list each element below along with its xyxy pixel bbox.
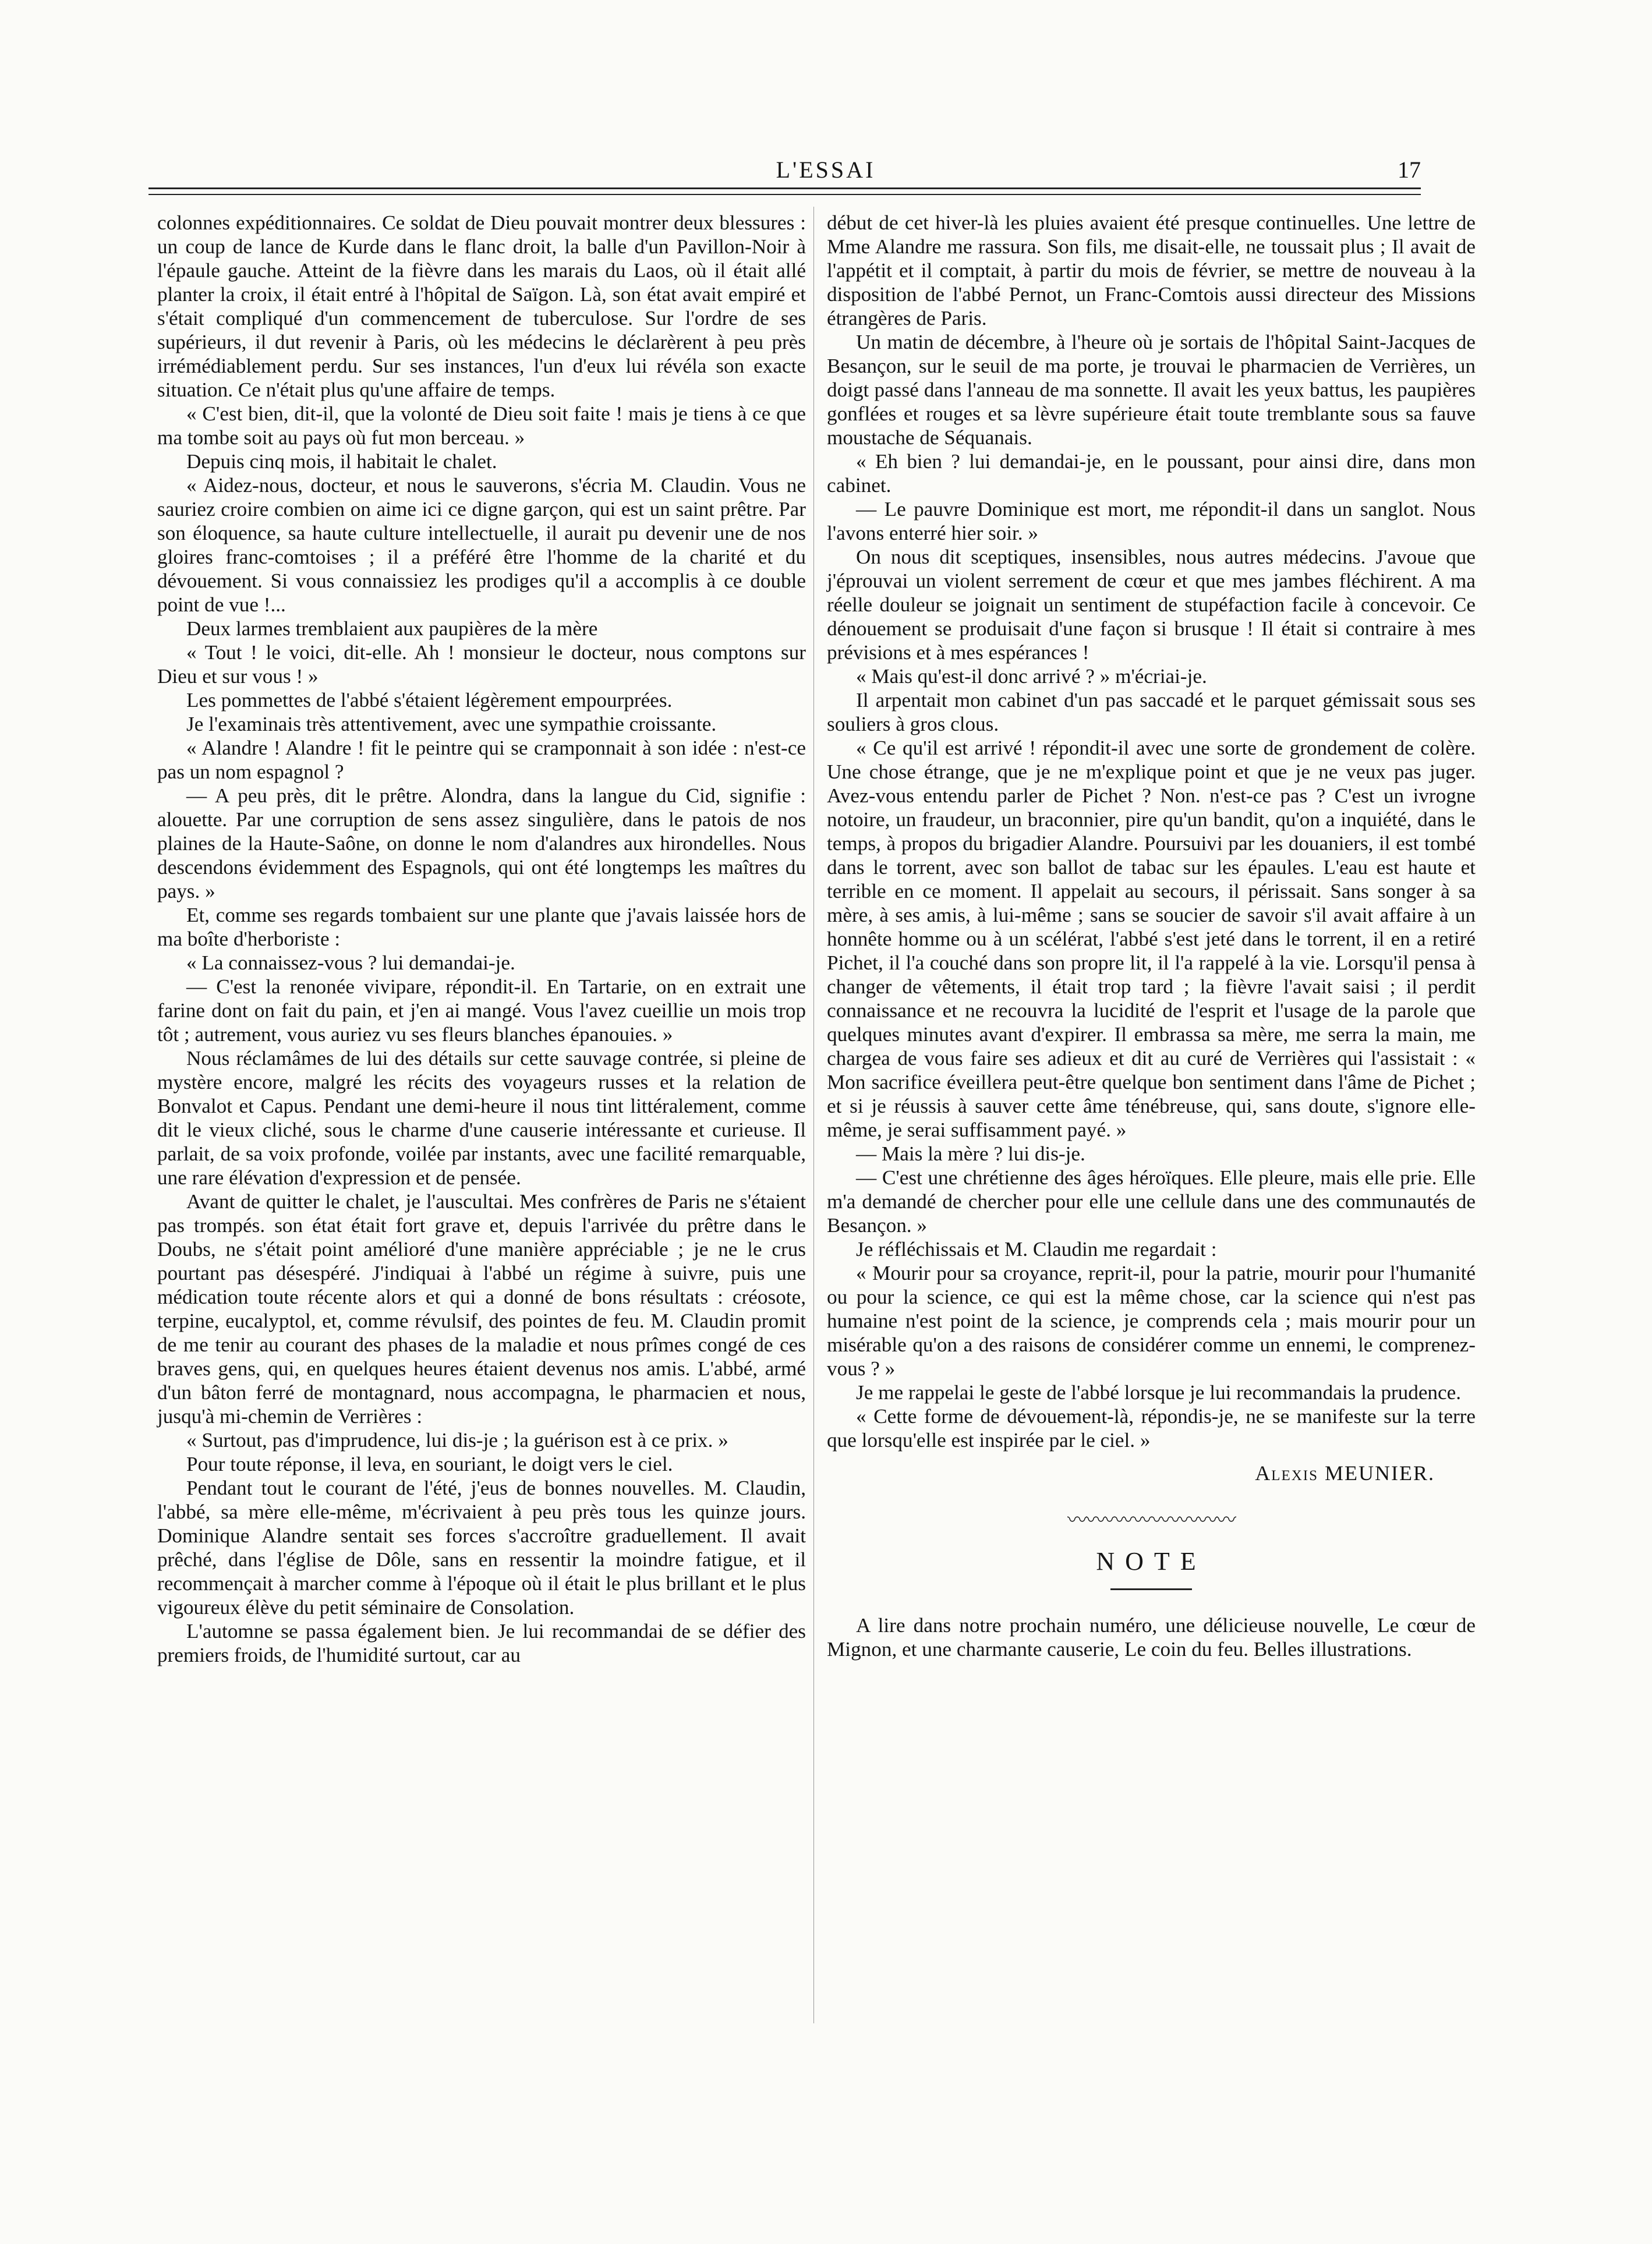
paragraph: « Mourir pour sa croyance, reprit-il, pour la patrie, mourir pour l'humanité ou pour la science, ce qui est la même chose, car la science qui n'est pas humaine n'est point de la science, je comprends cela ; mais mourir pour un misérable qu'on a des raisons de considérer comme un ennemi, le comprenez-vous ? »	[827, 1262, 1476, 1380]
paragraph: — Le pauvre Dominique est mort, me répondit-il dans un sanglot. Nous l'avons enterré hier soir. »	[827, 498, 1476, 544]
running-title: L'ESSAI	[776, 157, 876, 183]
paragraph: Avant de quitter le chalet, je l'auscultai. Mes confrères de Paris ne s'étaient pas trompés. son état était fort grave et, depuis l'arrivée du prêtre dans le Doubs, ne s'était point amélioré d'une manière appréciable ; je ne le crus pourtant pas désespéré. J'indiquai à l'abbé un régime à suivre, puis une médication toute récente alors et qui a donné de bons résultats : créosote, terpine, eucalyptol, et, comme révulsif, des pointes de feu. M. Claudin promit de me tenir au courant des phases de la maladie et nous prîmes congé de ces braves gens, qui, en quelques heures étaient devenus nos amis. L'abbé, armé d'un bâton ferré de montagnard, nous accompagna, le pharmacien et nous, jusqu'à mi-chemin de Verrières :	[157, 1190, 806, 1428]
note-text: A lire dans notre prochain numéro, une délicieuse nouvelle, Le cœur de Mignon, et une charmante causerie, Le coin du feu. Belles illustrations.	[827, 1614, 1476, 1661]
paragraph: — C'est une chrétienne des âges héroïques. Elle pleure, mais elle prie. Elle m'a demandé de chercher pour elle une cellule dans une des communautés de Besançon. »	[827, 1166, 1476, 1237]
paragraph: L'automne se passa également bien. Je lui recommandai de se défier des premiers froids, de l'humidité surtout, car au	[157, 1620, 806, 1666]
header-rule-secondary	[148, 194, 1421, 195]
paragraph: « C'est bien, dit-il, que la volonté de Dieu soit faite ! mais je tiens à ce que ma tombe soit au pays où fut mon berceau. »	[157, 402, 806, 449]
paragraph: début de cet hiver-là les pluies avaient été presque continuelles. Une lettre de Mme Alandre me rassura. Son fils, me disait-elle, ne toussait plus ; Il avait de l'appétit et il comptait, à partir du mois de février, se mettre de nouveau à la disposition de l'abbé Pernot, un Franc-Comtois aussi directeur des Missions étrangères de Paris.	[827, 211, 1476, 330]
paragraph: « Tout ! le voici, dit-elle. Ah ! monsieur le docteur, nous comptons sur Dieu et sur vous ! »	[157, 641, 806, 688]
paragraph: colonnes expéditionnaires. Ce soldat de Dieu pouvait montrer deux blessures : un coup de lance de Kurde dans le flanc droit, la balle d'un Pavillon-Noir à l'épaule gauche. Atteint de la fièvre dans les marais du Laos, où il était allé planter la croix, il était entré à l'hôpital de Saïgon. Là, son état avait empiré et s'était compliqué d'un commencement de tuberculose. Sur l'ordre de ses supérieurs, il dut revenir à Paris, où les médecins le déclarèrent à peu près irrémédiablement perdu. Sur ses instances, l'un d'eux lui révéla son exacte situation. Ce n'était plus qu'une affaire de temps.	[157, 211, 806, 401]
paragraph: « La connaissez-vous ? lui demandai-je.	[186, 951, 515, 974]
header-rule	[148, 187, 1421, 189]
paragraph: « Alandre ! Alandre ! fit le peintre qui se cramponnait à son idée : n'est-ce pas un nom espagnol ?	[157, 737, 806, 783]
paragraph: « Aidez-nous, docteur, et nous le sauverons, s'écria M. Claudin. Vous ne sauriez croire combien on aime ici ce digne garçon, qui est un saint prêtre. Par son éloquence, sa haute culture intellectuelle, il aurait pu devenir une de nos gloires franc-comtoises ; il a préféré être l'homme de la charité et du dévouement. Si vous connaissiez les prodiges qu'il a accomplis à ce double point de vue !...	[157, 474, 806, 616]
paragraph: Je réfléchissais et M. Claudin me regardait :	[856, 1238, 1217, 1261]
paragraph: On nous dit sceptiques, insensibles, nous autres médecins. J'avoue que j'éprouvai un violent serrement de cœur et que mes jambes fléchirent. A ma réelle douleur se joignait un sentiment de stupéfaction facile à concevoir. Ce dénouement se produisait d'une façon si brusque ! Il était si contraire à mes prévisions et à mes espérances !	[827, 546, 1476, 664]
page-number: 17	[1398, 157, 1421, 183]
paragraph: — A peu près, dit le prêtre. Alondra, dans la langue du Cid, signifie : alouette. Par une corruption de sens assez singulière, dans le patois de nos plaines de la Haute-Saône, on donne le nom d'alandres aux hirondelles. Nous descendons évidemment des Espagnols, qui ont été longtemps les maîtres du pays. »	[157, 784, 806, 902]
paragraph: « Eh bien ? lui demandai-je, en le poussant, pour ainsi dire, dans mon cabinet.	[827, 450, 1476, 497]
paragraph: « Mais qu'est-il donc arrivé ? » m'écriai-je.	[856, 665, 1207, 688]
paragraph: « Ce qu'il est arrivé ! répondit-il avec une sorte de grondement de colère. Une chose étrange, que je ne m'explique point et que je ne veux pas juger. Avez-vous entendu parler de Pichet ? Non. n'est-ce pas ? C'est un ivrogne notoire, un fraudeur, un braconnier, pire qu'un bandit, qu'on a inquiété, dans le temps, à propos du brigadier Alandre. Poursuivi par les douaniers, il est tombé dans le torrent, avec son ballot de tabac sur les épaules. L'eau est haute et terrible en ce moment. Il appelait au secours, il périssait. Sans songer à sa mère, à ses amis, à lui-même ; sans se soucier de savoir s'il avait affaire à un honnête homme ou à un scélérat, l'abbé s'est jeté dans le torrent, il en a retiré Pichet, il l'a couché dans son propre lit, il l'a rappelé à la vie. Lorsqu'il pensa à changer de vêtements, il était trop tard ; la fièvre l'avait saisi ; il perdit connaissance et ne recouvra la lucidité de l'esprit et l'usage de la parole que quelques minutes avant d'expirer. Il embrassa sa mère, me serra la main, me chargea de vous faire ses adieux et dit au curé de Verrières qui l'assistait : « Mon sacrifice éveillera peut-être quelque bon sentiment dans l'âme de Pichet ; et si je réussis à sauver cette âme ténébreuse, qui, sans doute, s'ignore elle-même, je serai suffisamment payé. »	[827, 737, 1476, 1141]
author-signature: Alexis MEUNIER.	[1255, 1461, 1435, 1485]
paragraph: Je l'examinais très attentivement, avec une sympathie croissante.	[186, 713, 717, 735]
paragraph: « Cette forme de dévouement-là, répondis-je, ne se manifeste sur la terre que lorsqu'elle est inspirée par le ciel. »	[827, 1405, 1476, 1452]
note-rule	[1110, 1588, 1192, 1590]
paragraph: Et, comme ses regards tombaient sur une plante que j'avais laissée hors de ma boîte d'herboriste :	[157, 904, 806, 950]
paragraph: Nous réclamâmes de lui des détails sur cette sauvage contrée, si pleine de mystère encore, malgré les récits des voyageurs russes et la relation de Bonvalot et Capus. Pendant une demi-heure il nous tint littéralement, comme dit le vieux cliché, sous le charme d'une causerie intéressante et curieuse. Il parlait, de sa voix profonde, voilée par instants, avec une facilité remarquable, une rare élévation d'expression et de pensée.	[157, 1047, 806, 1189]
paragraph: Pour toute réponse, il leva, en souriant, le doigt vers le ciel.	[186, 1453, 673, 1475]
paragraph: — Mais la mère ? lui dis-je.	[856, 1142, 1085, 1165]
right-column	[827, 211, 1476, 1661]
paragraph: Depuis cinq mois, il habitait le chalet.	[186, 450, 497, 473]
paragraph: Un matin de décembre, à l'heure où je sortais de l'hôpital Saint-Jacques de Besançon, sur le seuil de ma porte, je trouvai le pharmacien de Verrières, un doigt passé dans l'anneau de ma sonnette. Il avait les yeux battus, les paupières gonflées et rouges et sa lèvre supérieure était toute tremblante sous sa fauve moustache de Séquanais.	[827, 331, 1476, 449]
paragraph: Pendant tout le courant de l'été, j'eus de bonnes nouvelles. M. Claudin, l'abbé, sa mère elle-même, m'écrivaient à peu près tous les quinze jours. Dominique Alandre sentait ses forces s'accroître graduellement. Il avait prêché, dans l'église de Dôle, sans en ressentir la moindre fatigue, et il recommençait à marcher comme à l'époque où il était le plus brillant et le plus vigoureux élève du petit séminaire de Consolation.	[157, 1477, 806, 1619]
paragraph: « Surtout, pas d'imprudence, lui dis-je ; la guérison est à ce prix. »	[186, 1429, 728, 1452]
ornament-divider: 〰〰〰〰〰〰〰〰〰	[1067, 1510, 1235, 1531]
paragraph: Je me rappelai le geste de l'abbé lorsque je lui recommandais la prudence.	[856, 1381, 1462, 1404]
left-column	[157, 211, 806, 1667]
note-title: NOTE	[1096, 1547, 1207, 1576]
paragraph: Il arpentait mon cabinet d'un pas saccadé et le parquet gémissait sous ses souliers à gros clous.	[827, 689, 1476, 735]
paragraph: Deux larmes tremblaient aux paupières de la mère	[186, 617, 598, 640]
column-divider	[813, 207, 814, 2023]
paragraph: — C'est la renonée vivipare, répondit-il. En Tartarie, on en extrait une farine dont on fait du pain, et j'en ai mangé. Vous l'avez cueillie un mois trop tôt ; autrement, vous auriez vu ses fleurs blanches épanouies. »	[157, 975, 806, 1046]
paragraph: Les pommettes de l'abbé s'étaient légèrement empourprées.	[186, 689, 673, 712]
